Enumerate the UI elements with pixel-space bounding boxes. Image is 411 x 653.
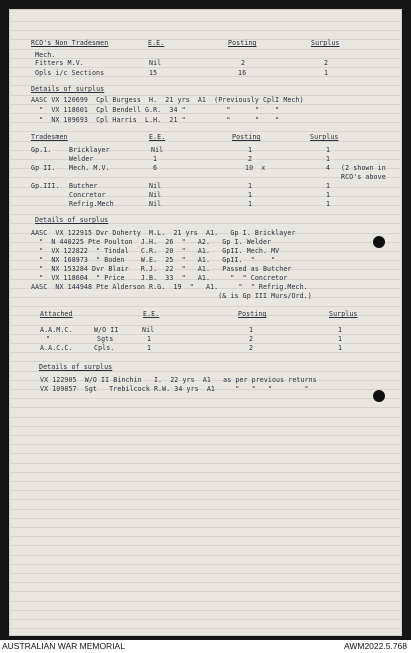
sec3-row-1-posting: 2 — [248, 155, 253, 163]
ruled-line — [9, 398, 402, 399]
sec3-header-1: E.E. — [149, 133, 166, 141]
sec5-row-0-surplus: 1 — [338, 326, 343, 334]
sec4-row-3: " NX 168973 " Boden W.E. 25 " A1. GpII. " " — [31, 256, 276, 264]
punch-hole — [373, 390, 385, 402]
ruled-line — [9, 407, 402, 408]
sec5-row-0-ee: Nil — [142, 326, 155, 334]
sec3-row-5-surplus: 1 — [326, 191, 331, 199]
sec5-row-1-ee: 1 — [147, 335, 152, 343]
ruled-line — [9, 196, 402, 197]
sec5-row-1-posting: 2 — [249, 335, 254, 343]
ruled-line — [9, 490, 402, 491]
sec1-row-2-posting: 16 — [238, 69, 247, 77]
sec4-row-4: " NX 153284 Dvr Blair R.J. 22 " A1. Passed as Butcher — [31, 265, 292, 273]
sec5-header-2: Posting — [238, 310, 267, 318]
sec1-row-0-label: Mech. — [35, 51, 56, 59]
ruled-line — [9, 509, 402, 510]
sec6-title: Details of surplus — [39, 363, 113, 371]
ruled-line — [9, 352, 402, 353]
sec1-row-1-label: Fitters M.V. — [35, 59, 84, 67]
sec5-header-1: E.E. — [143, 310, 160, 318]
ruled-line — [9, 131, 402, 132]
sec5-row-2-posting: 2 — [249, 344, 254, 352]
sec5-row-1-surplus: 1 — [338, 335, 343, 343]
sec3-row-0-trade: Bricklayer — [69, 146, 110, 154]
ruled-line — [9, 435, 402, 436]
sec4-row-0: AASC VX 122915 Dvr Doherty M.L. 21 yrs A1. Gp I. Bricklayer — [31, 229, 296, 237]
ruled-line — [9, 472, 402, 473]
sec1-row-2-surplus: 1 — [324, 69, 329, 77]
sec4-title: Details of surplus — [35, 216, 109, 224]
ruled-line — [9, 628, 402, 629]
sec5-row-2-rank: Cpls. — [94, 344, 115, 352]
sec4-row-5: " VX 118604 " Price J.B. 33 " A1. " " Concretor — [31, 274, 288, 282]
sec3-row-5-posting: 1 — [248, 191, 253, 199]
sec3-row-1-ee: 1 — [153, 155, 158, 163]
sec1-header-1: E.E. — [148, 39, 165, 47]
sec3-header-2: Posting — [232, 133, 261, 141]
sec3-row-4-group: Gp.III. — [31, 182, 60, 190]
sec3-row-5-ee: Nil — [149, 191, 162, 199]
sec3-row-2-group: Gp II. — [31, 164, 56, 172]
sec3-row-0-ee: Nil — [151, 146, 164, 154]
sec5-row-0-posting: 1 — [249, 326, 254, 334]
archive-footer — [0, 640, 411, 653]
ruled-line — [9, 453, 402, 454]
sec3-row-0-posting: 1 — [248, 146, 253, 154]
sec5-row-1-rank: Sgts — [97, 335, 114, 343]
sec5-row-0-unit: A.A.M.C. — [40, 326, 73, 334]
sec3-row-2-ee: 6 — [153, 164, 158, 172]
sec5-header-0: Attached — [40, 310, 73, 318]
sec3-row-4-ee: Nil — [149, 182, 162, 190]
sec5-row-1-unit: " — [46, 335, 51, 343]
ruled-line — [9, 555, 402, 556]
sec3-row-6-surplus: 1 — [326, 200, 331, 208]
ruled-line — [9, 582, 402, 583]
ruled-line — [9, 306, 402, 307]
sec2-row-2: " NX 109693 Cpl Harris L.H. 21 " " " " — [31, 116, 280, 124]
sec1-row-2-ee: 15 — [149, 69, 158, 77]
sec5-row-0-rank: W/O II — [94, 326, 119, 334]
sec3-row-0-surplus: 1 — [326, 146, 331, 154]
punch-hole — [373, 236, 385, 248]
ruled-line — [9, 591, 402, 592]
sec3-note-1: (2 shown in — [341, 164, 386, 172]
ruled-line — [9, 150, 402, 151]
ruled-line — [9, 518, 402, 519]
sec3-row-2-posting: 10 x — [245, 164, 266, 172]
sec5-header-3: Surplus — [329, 310, 358, 318]
sec3-row-4-posting: 1 — [248, 182, 253, 190]
document-page — [9, 9, 402, 636]
sec3-row-4-surplus: 1 — [326, 182, 331, 190]
sec2-title: Details of surplus — [31, 85, 105, 93]
ruled-line — [9, 481, 402, 482]
sec3-row-2-surplus: 4 — [326, 164, 331, 172]
sec4-row-6: AASC NX 144948 Pte Alderson R.G. 19 " A1. " " Refrig.Mech. — [31, 283, 308, 291]
ruled-line — [9, 187, 402, 188]
sec3-row-5-trade: Concretor — [69, 191, 106, 199]
sec1-header-3: Surplus — [311, 39, 340, 47]
sec3-row-0-group: Gp.1. — [31, 146, 52, 154]
sec4-row-2: " VX 122822 " Tindal C.R. 20 " A1. GpII. Mech. MV — [31, 247, 280, 255]
sec1-row-2-label: Opls i/c Sections — [35, 69, 105, 77]
sec1-header-0: RCO's Non Tradesmen — [31, 39, 109, 47]
sec3-row-1-trade: Welder — [69, 155, 94, 163]
ruled-line — [9, 536, 402, 537]
ruled-line — [9, 205, 402, 206]
sec5-row-2-surplus: 1 — [338, 344, 343, 352]
sec3-row-4-trade: Butcher — [69, 182, 98, 190]
ruled-line — [9, 426, 402, 427]
sec1-row-1-ee: Nil — [149, 59, 162, 67]
sec1-header-2: Posting — [228, 39, 257, 47]
ruled-line — [9, 49, 402, 50]
ruled-line — [9, 564, 402, 565]
ruled-line — [9, 444, 402, 445]
sec6-row-0: VX 122905 W/O II Binchin I. 22 yrs A1 as per previous returns — [40, 376, 317, 384]
sec5-row-2-ee: 1 — [147, 344, 152, 352]
ruled-line — [9, 619, 402, 620]
sec2-row-0: AASC VX 120699 Cpl Burgess H. 21 yrs A1 (Previously CplI Mech) — [31, 96, 304, 104]
ruled-line — [9, 141, 402, 142]
sec1-row-1-posting: 2 — [241, 59, 246, 67]
sec5-row-2-unit: A.A.C.C. — [40, 344, 73, 352]
sec6-row-1: VX 109857 Sgt Trebilcock R.W. 34 yrs A1 " " " " — [40, 385, 309, 393]
sec1-row-1-surplus: 2 — [324, 59, 329, 67]
sec2-row-1: " VX 118601 Cpl Bendell G.R. 34 " " " " — [31, 106, 280, 114]
ruled-line — [9, 601, 402, 602]
ruled-line — [9, 417, 402, 418]
ruled-line — [9, 463, 402, 464]
ruled-line — [9, 67, 402, 68]
ruled-line — [9, 573, 402, 574]
archive-credit: AUSTRALIAN WAR MEMORIAL — [2, 641, 125, 651]
ruled-line — [9, 499, 402, 500]
sec3-header-0: Tradesmen — [31, 133, 68, 141]
sec3-row-1-surplus: 1 — [326, 155, 331, 163]
ruled-line — [9, 30, 402, 31]
sec4-row-1: " N 440225 Pte Poulton J.H. 26 " A2. Gp I. Welder — [31, 238, 272, 246]
ruled-line — [9, 610, 402, 611]
ruled-line — [9, 545, 402, 546]
sec3-header-3: Surplus — [310, 133, 339, 141]
sec3-row-6-trade: Refrig.Mech — [69, 200, 114, 208]
sec3-row-2-trade: Mech. M.V. — [69, 164, 110, 172]
ruled-line — [9, 21, 402, 22]
sec3-row-6-ee: Nil — [149, 200, 162, 208]
archive-reference: AWM2022.5.768 — [344, 641, 407, 651]
sec3-row-6-posting: 1 — [248, 200, 253, 208]
sec3-note-2: RCO's above — [341, 173, 386, 181]
ruled-line — [9, 527, 402, 528]
ruled-line — [9, 159, 402, 160]
sec4-row-7: (& is Gp III Murs/Ord.) — [31, 292, 312, 300]
